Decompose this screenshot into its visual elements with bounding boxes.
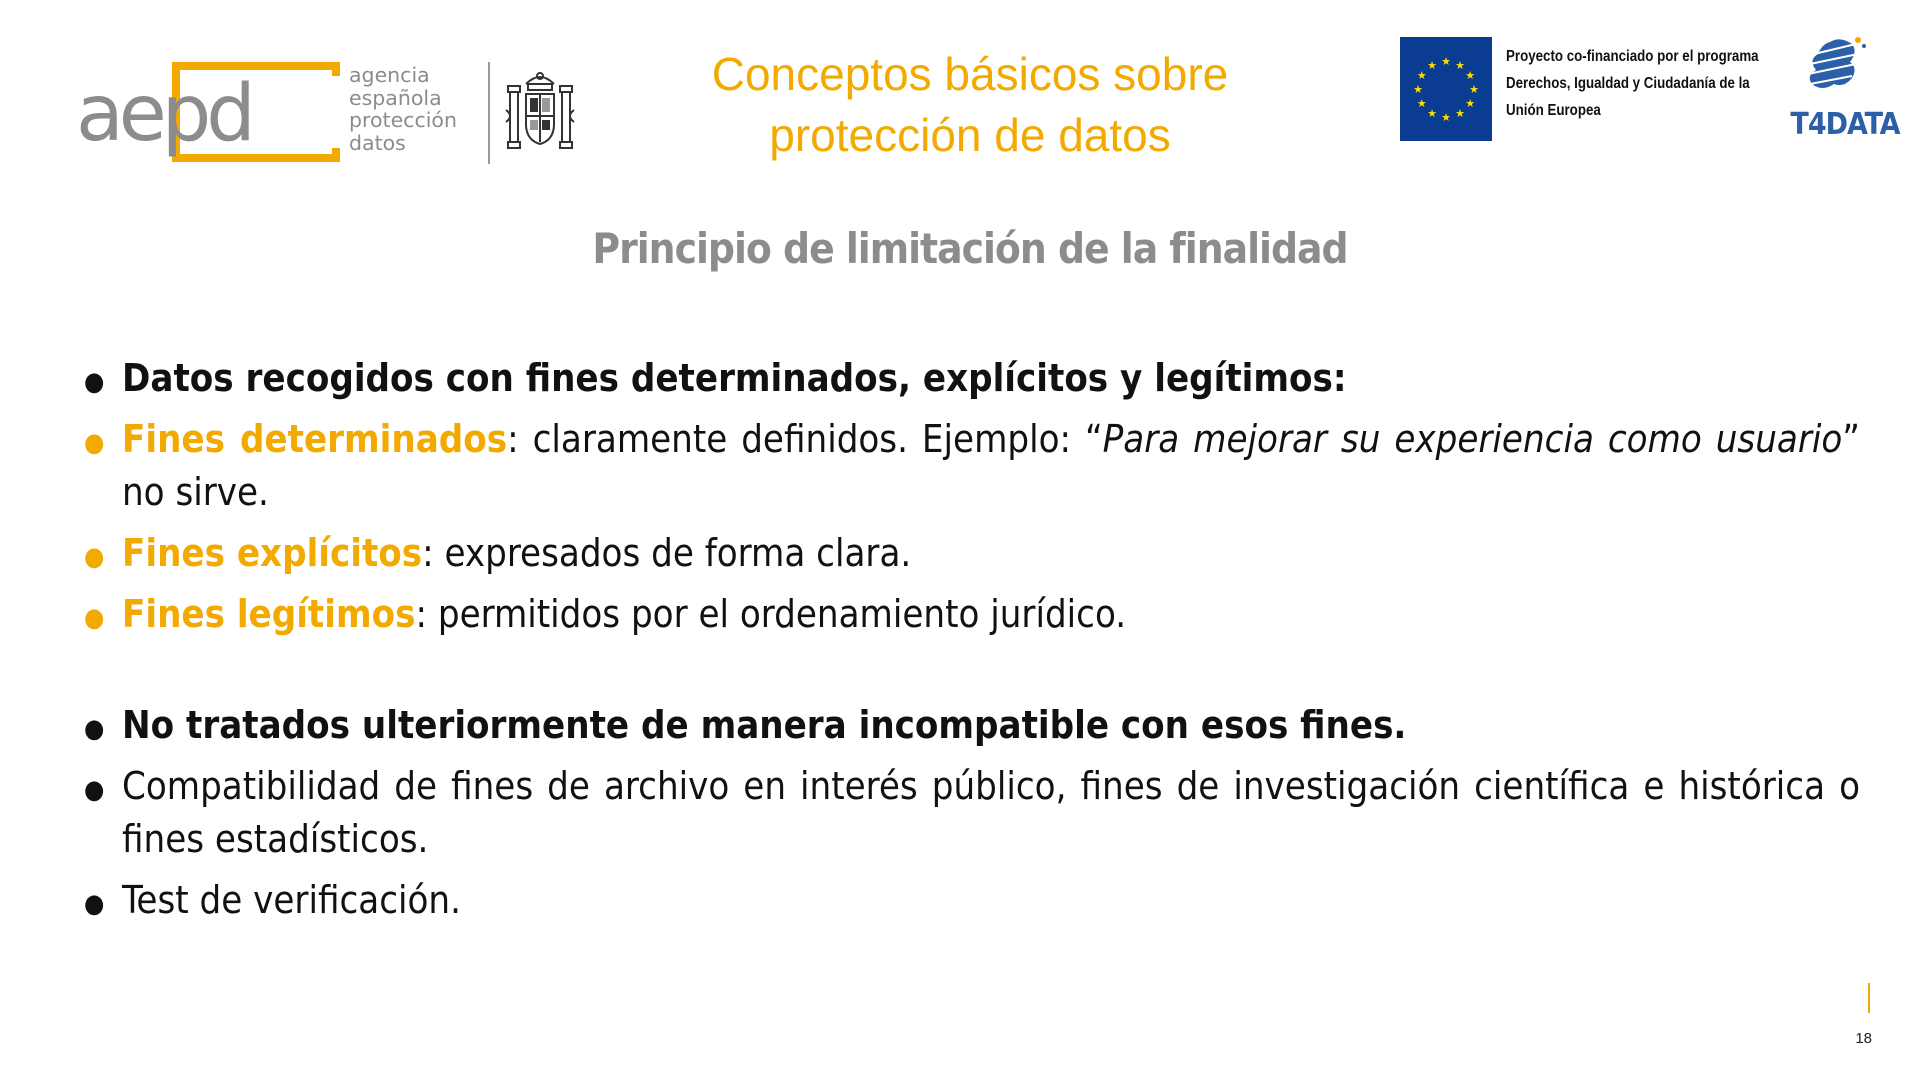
bullet-list (84, 352, 1860, 927)
bullet-text: claramente definidos. Ejemplo: “ (518, 417, 1103, 461)
aepd-logo-text (349, 64, 489, 154)
eu-flag-icon (1400, 37, 1492, 141)
bullet-text: Compatibilidad de fines de archivo en interés público, fines de investigación científica e histórica o fines estadísticos. (122, 764, 1860, 861)
eu-funding-line: Proyecto co-financiado por el programa (1506, 48, 1759, 65)
bullet-term: Fines determinados (122, 417, 508, 461)
bullet-item (84, 760, 1860, 866)
eu-star-icon: ★ (1413, 83, 1423, 96)
bullet-dot-icon: ● (84, 542, 105, 572)
eu-funding-text (1506, 43, 1759, 124)
aepd-logo-wordmark: aepd (76, 69, 251, 159)
bullet-separator: : (507, 417, 519, 461)
bullet-text: expresados de forma clara. (433, 531, 912, 575)
bullet-text: Datos recogidos con fines determinados, explícitos y legítimos: (122, 356, 1347, 400)
bullet-item (84, 874, 1860, 927)
bullet-term: Fines explícitos (122, 531, 423, 575)
bullet-separator: : (422, 531, 434, 575)
bullet-dot-icon: ● (84, 714, 105, 744)
eu-star-icon: ★ (1465, 69, 1476, 82)
page-title-line: Conceptos básicos sobre (711, 48, 1229, 100)
eu-star-icon: ★ (1469, 83, 1479, 96)
aepd-logo-text-line: española (349, 85, 442, 110)
bullet-item (84, 352, 1860, 405)
aepd-logo-text-line: datos (349, 130, 406, 155)
bullet-text: Test de verificación. (122, 878, 461, 922)
eu-star-icon: ★ (1465, 97, 1476, 110)
aepd-logo (76, 60, 506, 168)
bullet-item (84, 527, 1860, 580)
logo-divider (488, 62, 490, 164)
aepd-logo-text-line: protección (349, 108, 457, 132)
eu-star-icon: ★ (1416, 97, 1427, 110)
eu-funding-line: Derechos, Igualdad y Ciudadanía de la (1506, 75, 1750, 92)
eu-star-icon: ★ (1427, 58, 1437, 72)
bullet-text: No tratados ulteriormente de manera incompatible con esos fines. (122, 703, 1407, 747)
bullet-dot-icon: ● (84, 889, 105, 919)
bullet-text: ” no sirve. (122, 417, 1860, 514)
bullet-dot-icon: ● (84, 775, 105, 805)
bullet-dot-icon: ● (84, 603, 105, 633)
eu-funding-line: Unión Europea (1506, 102, 1601, 119)
eu-star-icon: ★ (1441, 55, 1451, 68)
bullet-item (84, 413, 1860, 519)
t4data-map-icon (1790, 34, 1900, 114)
bullet-item (84, 699, 1860, 752)
eu-star-icon: ★ (1455, 107, 1465, 121)
t4data-label: T4DATA (1790, 107, 1900, 142)
page-title (640, 44, 1300, 166)
bullet-dot-icon: ● (84, 367, 105, 397)
eu-star-icon: ★ (1427, 107, 1437, 121)
page-title-line: protección de datos (769, 109, 1171, 161)
bullet-text: permitidos por el ordenamiento jurídico. (427, 592, 1127, 636)
aepd-logo-text-line: agencia (349, 63, 430, 87)
footer-accent-line (1868, 983, 1870, 1013)
section-subtitle: Principio de limitación de la finalidad (592, 224, 1348, 273)
page-number: 18 (1855, 1030, 1872, 1047)
bullet-dot-icon: ● (84, 428, 105, 458)
eu-star-icon: ★ (1416, 69, 1427, 82)
eu-star-icon: ★ (1455, 58, 1465, 72)
spain-coat-of-arms-icon (504, 66, 576, 158)
bullet-term: Fines legítimos (122, 592, 416, 636)
eu-star-icon: ★ (1441, 111, 1451, 124)
bullet-example-italic: Para mejorar su experiencia como usuario (1102, 417, 1843, 461)
bullet-separator: : (415, 592, 427, 636)
t4data-logo (1790, 34, 1900, 144)
bullet-item (84, 588, 1860, 641)
